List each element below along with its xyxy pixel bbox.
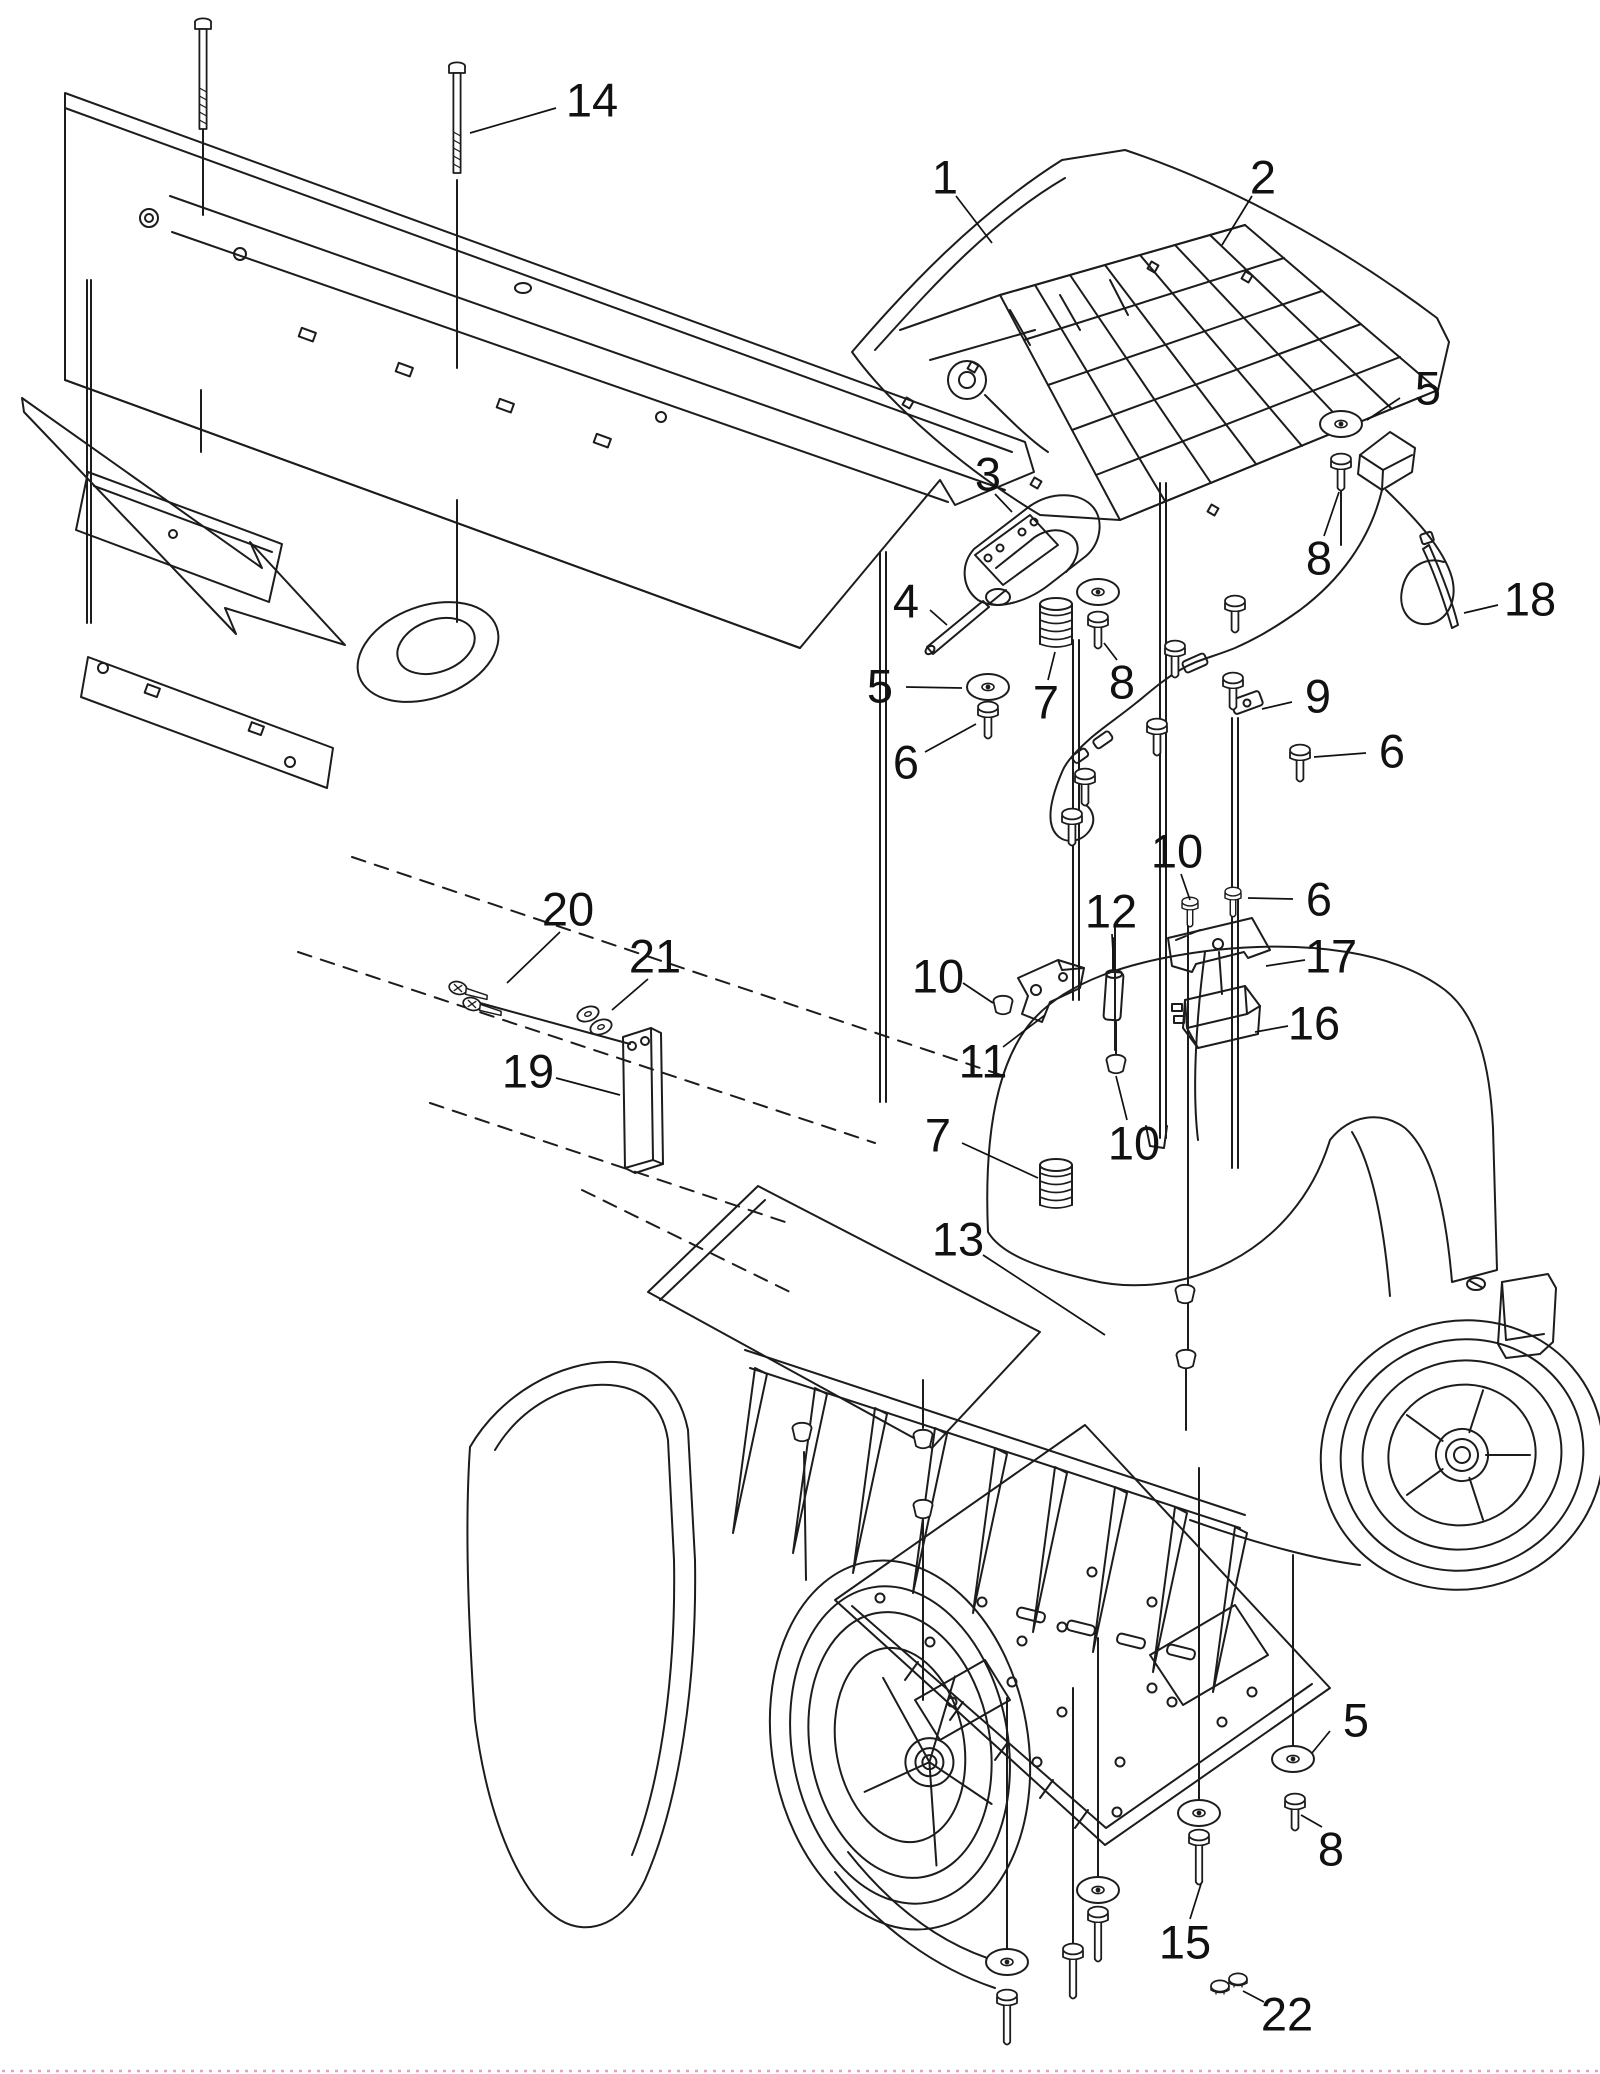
callout-leader-2-2 (1222, 196, 1252, 245)
washer-5-top (1320, 411, 1362, 437)
cable-connector (1358, 432, 1415, 490)
underside-panel (835, 1425, 1330, 1845)
callout-leader-5-27 (1312, 1731, 1330, 1753)
callout-leader-16-17 (1255, 1026, 1288, 1032)
callout-leader-11-22 (1003, 1015, 1045, 1047)
spring-upper (1040, 598, 1072, 647)
callout-label-5-8: 5 (866, 659, 894, 713)
main-body (468, 947, 1600, 1988)
callout-leader-10-14 (1181, 874, 1190, 900)
bracket-plate (1018, 960, 1084, 1022)
bar-washers (575, 1004, 613, 1038)
callout-label-15-29: 15 (1158, 1915, 1212, 1969)
callout-leader-8-4 (1324, 492, 1339, 536)
rear-cowl (987, 947, 1497, 1296)
callout-leader-14-0 (470, 108, 556, 133)
callout-label-20-18: 20 (541, 882, 595, 936)
callout-label-22-30: 22 (1260, 1987, 1314, 2041)
callout-label-18-7: 18 (1503, 572, 1557, 626)
callout-leader-17-16 (1266, 960, 1305, 966)
callout-label-21-19: 21 (628, 929, 682, 983)
mounting-plane-dashed-lines (298, 857, 1010, 1292)
callout-label-16-17: 16 (1287, 996, 1341, 1050)
callout-label-11-22: 11 (958, 1034, 1008, 1088)
callout-leader-6-15 (1248, 898, 1293, 899)
callout-label-12-21: 12 (1084, 884, 1138, 938)
callout-leader-9-11 (1262, 702, 1292, 709)
callout-label-5-27: 5 (1342, 1693, 1370, 1747)
callout-leader-4-6 (930, 610, 947, 625)
projection-lines (87, 128, 1341, 1953)
callout-leader-7-25 (962, 1143, 1038, 1178)
screw-6-mid (978, 702, 998, 739)
washer-5-bottom (1272, 1746, 1314, 1772)
screw-8-top (1331, 454, 1351, 491)
nut-22 (1211, 1973, 1247, 1994)
callout-leader-21-19 (612, 979, 648, 1010)
hinge-pin (924, 590, 1006, 656)
callout-label-8-4: 8 (1305, 531, 1333, 585)
callout-label-6-12: 6 (892, 735, 920, 789)
callout-label-1-1: 1 (931, 150, 959, 204)
callout-leader-6-12 (925, 724, 976, 752)
callout-label-8-10: 8 (1108, 655, 1136, 709)
callout-leader-5-8 (906, 687, 962, 688)
cover-fastener-holes (903, 262, 1253, 516)
callout-label-10-14: 10 (1150, 824, 1204, 878)
callout-label-7-9: 7 (1032, 675, 1060, 729)
washer-8-mid (1077, 579, 1119, 605)
callout-label-9-11: 9 (1304, 669, 1332, 723)
callout-label-5-3: 5 (1414, 361, 1442, 415)
washer-5-mid (967, 674, 1009, 700)
switch (1172, 986, 1260, 1048)
bolt-14-right (449, 62, 465, 173)
callout-label-8-28: 8 (1317, 1822, 1345, 1876)
callout-leader-1-1 (956, 196, 992, 243)
callout-label-10-20: 10 (911, 949, 965, 1003)
screw-8-bottom (1285, 1794, 1305, 1831)
front-bumper (468, 1362, 1000, 1988)
cover-grid (1000, 225, 1438, 520)
callout-leader-15-29 (1190, 1884, 1201, 1919)
callout-leader-6-13 (1314, 753, 1366, 757)
callout-label-2-2: 2 (1249, 150, 1277, 204)
screw-15-a (1189, 1830, 1209, 1885)
callout-label-3-5: 3 (974, 447, 1002, 501)
bolt-14-left (195, 18, 211, 129)
callout-label-10-24: 10 (1107, 1116, 1161, 1170)
vent-slots (1016, 1607, 1196, 1660)
mounting-rail (81, 657, 333, 788)
callout-label-13-26: 13 (931, 1212, 985, 1266)
spring-lower (1040, 1159, 1072, 1208)
callout-leader-19-23 (556, 1078, 620, 1095)
callout-label-6-13: 6 (1378, 724, 1406, 778)
cable-harness (1050, 432, 1458, 841)
callout-leader-10-20 (963, 983, 993, 1003)
callout-label-14-0: 14 (565, 73, 619, 127)
inline-connector (1071, 730, 1113, 764)
callout-leader-20-18 (507, 932, 560, 983)
callout-label-7-25: 7 (924, 1108, 952, 1162)
bar-screws (448, 980, 504, 1019)
callout-leader-18-7 (1464, 605, 1498, 613)
callout-label-17-16: 17 (1304, 929, 1358, 983)
callout-label-4-6: 4 (892, 574, 920, 628)
switch-gasket (1168, 918, 1270, 994)
callout-label-19-23: 19 (501, 1044, 555, 1098)
callout-leader-10-24 (1116, 1076, 1127, 1120)
callout-label-6-15: 6 (1305, 872, 1333, 926)
comb-guard (648, 1186, 1360, 1692)
assembly-arrow-icon (22, 398, 345, 645)
